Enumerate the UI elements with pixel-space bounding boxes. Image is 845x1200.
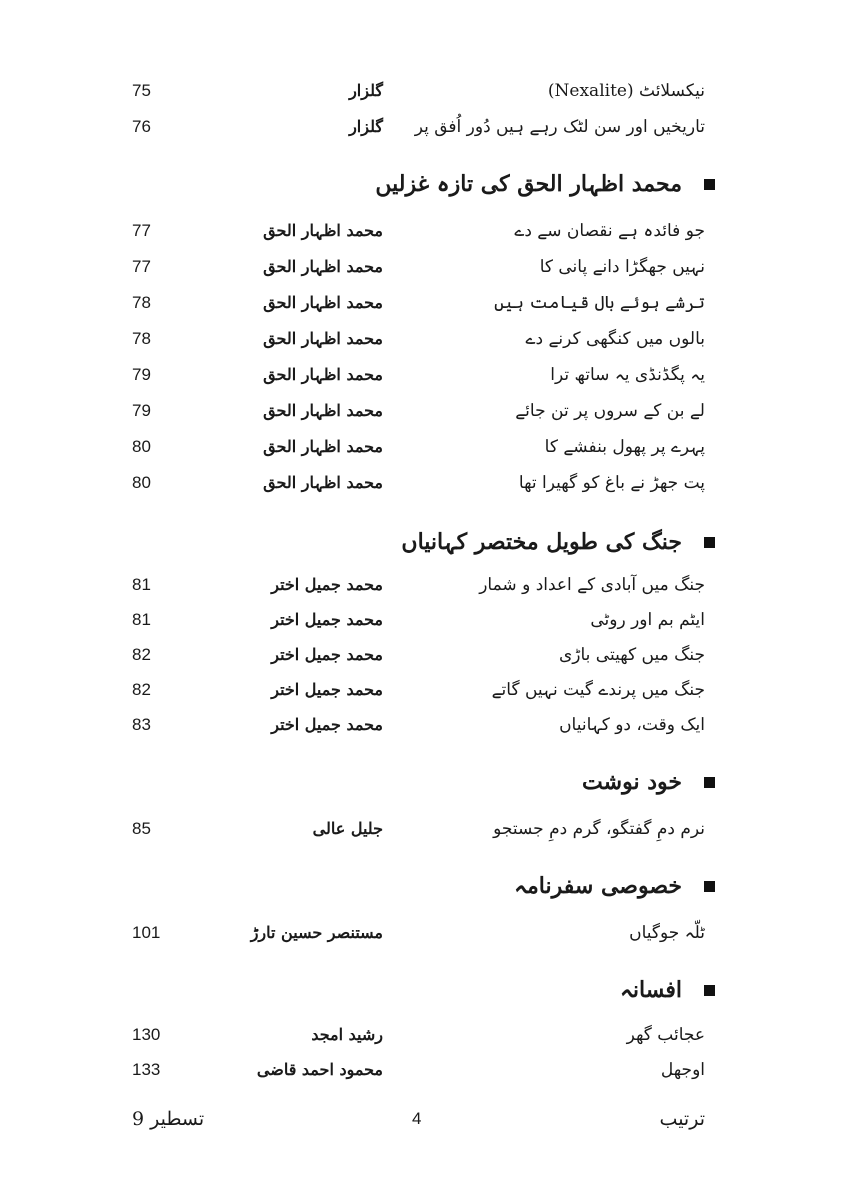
entry-author: محمد جمیل اختر (271, 575, 383, 594)
entry-author: محمد اظہار الحق (263, 365, 383, 384)
entry-author: رشید امجد (311, 1025, 383, 1044)
entry-author: محمد اظہار الحق (263, 293, 383, 312)
entry-author: محمد اظہار الحق (263, 401, 383, 420)
entry-author: محمد جمیل اختر (271, 645, 383, 664)
toc-entry (0, 640, 845, 670)
entry-page: 77 (132, 221, 151, 240)
toc-entry (0, 1020, 845, 1050)
toc-entry (0, 918, 845, 948)
entry-author: محمد اظہار الحق (263, 437, 383, 456)
toc-entry (0, 288, 845, 318)
toc-entry (0, 396, 845, 426)
toc-entry (0, 570, 845, 600)
entry-title: یہ پگڈنڈی یہ ساتھ ترا (550, 365, 705, 385)
entry-author: محمد اظہار الحق (263, 329, 383, 348)
entry-page: 79 (132, 401, 151, 420)
entry-page: 77 (132, 257, 151, 276)
toc-entry (0, 605, 845, 635)
footer-journal-name: تسطیر 9 (132, 1108, 205, 1130)
section-heading (582, 762, 715, 802)
entry-page: 80 (132, 437, 151, 456)
square-bullet-icon (704, 777, 715, 788)
square-bullet-icon (704, 985, 715, 996)
entry-title: بالوں میں کنگھی کرنے دے (525, 329, 705, 349)
page-footer (0, 1102, 845, 1136)
entry-author: گلزار (349, 81, 383, 100)
entry-page: 79 (132, 365, 151, 384)
square-bullet-icon (704, 179, 715, 190)
entry-page: 82 (132, 680, 151, 699)
section-title: خصوصی سفرنامہ (514, 873, 682, 899)
footer-section-name: ترتیب (659, 1108, 705, 1130)
entry-title: جو فائدہ ہے نقصان سے دے (514, 221, 705, 241)
entry-page: 85 (132, 819, 151, 838)
entry-page: 130 (132, 1025, 161, 1044)
toc-entry (0, 432, 845, 462)
entry-title: ایٹم بم اور روٹی (590, 610, 705, 630)
entry-page: 81 (132, 575, 151, 594)
entry-title: جنگ میں کھیتی باڑی (558, 645, 705, 665)
section-heading (375, 164, 715, 204)
toc-entry (0, 112, 845, 142)
entry-title: ٹلّہ جوگیاں (629, 923, 705, 943)
entry-page: 101 (132, 923, 161, 942)
entry-title: جنگ میں آبادی کے اعداد و شمار (479, 575, 705, 595)
entry-page: 81 (132, 610, 151, 629)
square-bullet-icon (704, 537, 715, 548)
entry-page: 82 (132, 645, 151, 664)
entry-page: 133 (132, 1060, 161, 1079)
entry-title: تاریخیں اور سن لٹک رہے ہیں دُور اُفق پر (414, 117, 705, 137)
toc-entry (0, 216, 845, 246)
entry-title: پہرے پر پھول بنفشے کا (544, 437, 705, 457)
entry-title: نیکسلائٹ (Nexalite) (547, 81, 705, 101)
entry-title: اوجھل (660, 1060, 705, 1080)
entry-title: نرم دمِ گفتگو، گرم دمِ جستجو (493, 819, 705, 839)
entry-title: پت جھڑ نے باغ کو گھیرا تھا (518, 473, 705, 493)
entry-author: محمد جمیل اختر (271, 610, 383, 629)
entry-author: گلزار (349, 117, 383, 136)
toc-entry (0, 675, 845, 705)
entry-author: محمد جمیل اختر (271, 715, 383, 734)
entry-title: ایک وقت، دو کہانیاں (559, 715, 705, 735)
entry-author: محمد اظہار الحق (263, 473, 383, 492)
toc-entry (0, 360, 845, 390)
entry-author: محمد جمیل اختر (271, 680, 383, 699)
entry-author: مستنصر حسین تارڑ (250, 923, 383, 942)
toc-entry (0, 468, 845, 498)
toc-entry (0, 1055, 845, 1085)
entry-title: لے بن کے سروں پر تن جائے (515, 401, 705, 421)
entry-author: جلیل عالی (312, 819, 383, 838)
footer-page-number: 4 (412, 1109, 422, 1128)
section-title: افسانہ (620, 977, 682, 1003)
section-heading (401, 522, 715, 562)
toc-entry (0, 252, 845, 282)
toc-entry (0, 324, 845, 354)
entry-title: ترشے ہوئے بال قیامت ہیں (494, 293, 705, 313)
entry-title: عجائب گھر (626, 1025, 705, 1045)
entry-title: نہیں جھگڑا دانے پانی کا (539, 257, 705, 277)
toc-entry (0, 710, 845, 740)
section-title: خود نوشت (582, 769, 682, 795)
square-bullet-icon (704, 881, 715, 892)
section-title: جنگ کی طویل مختصر کہانیاں (401, 529, 682, 555)
entry-author: محمد اظہار الحق (263, 257, 383, 276)
toc-entry (0, 814, 845, 844)
entry-author: محمود احمد قاضی (256, 1060, 383, 1079)
entry-title: جنگ میں پرندے گیت نہیں گاتے (491, 680, 705, 700)
entry-page: 76 (132, 117, 151, 136)
entry-page: 80 (132, 473, 151, 492)
section-heading (514, 866, 715, 906)
entry-page: 78 (132, 329, 151, 348)
entry-page: 78 (132, 293, 151, 312)
entry-page: 83 (132, 715, 151, 734)
entry-author: محمد اظہار الحق (263, 221, 383, 240)
entry-page: 75 (132, 81, 151, 100)
section-title: محمد اظہار الحق کی تازہ غزلیں (375, 171, 682, 197)
toc-entry (0, 76, 845, 106)
section-heading (620, 970, 715, 1010)
